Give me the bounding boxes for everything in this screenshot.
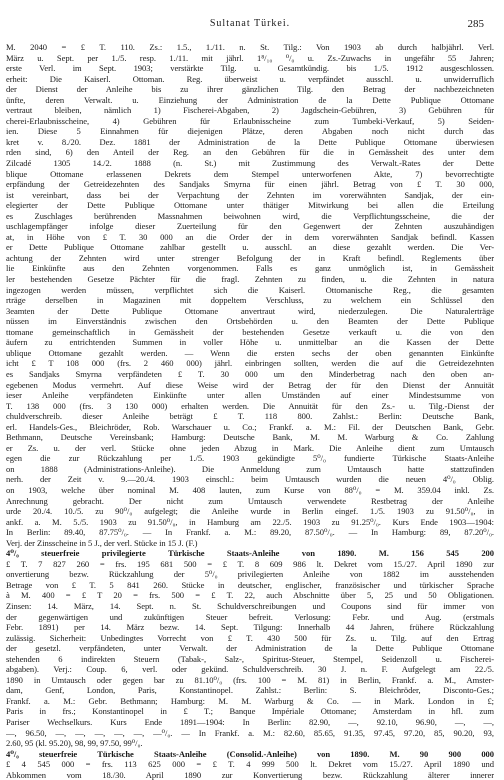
section-heading-line: 4⁰/₀ steuerfreie Türkische Staats-Anleihe (Consolid.-Anleihe) von 1890. M. 90 900 000 <box>6 748 494 759</box>
text-line: rträge derselben in Magazinen mit doppeltem Verschluss, zu welchem ein Schlüssel den <box>6 295 494 306</box>
text-line: at, in Höhe von £ T. 30 000 an die Order der in dem vorerwähnten Sandjak befindl. Kassen <box>6 231 494 242</box>
page-number: 285 <box>467 18 484 30</box>
text-line: ist vereinbart, dass bei der Verpachtung der Zehnten im vorerwähnten Sandjak, der ein- <box>6 189 494 200</box>
text-line: der gesetzl. verpfändeten, unter Verwalt. der Administration de la Dette Publique Ottomane <box>6 643 494 654</box>
text-line: Anrechnung gebracht. Der nicht zum Umtausch verwendete Restbetrag der Anleihe <box>6 495 494 506</box>
text-line: ünfte, deren Verwalt. u. Einziehung der Administration de la Dette Publique Ottomane <box>6 94 494 105</box>
running-head <box>6 18 494 36</box>
text-line: elegierter der Dette Publique Ottomane unter thätiger Mitwirkung bei allen die Erteilung <box>6 200 494 211</box>
text-line: vertraut bleiben, nämlich 1) Fischerei-Abgaben, 2) Jagdschein-Gebühren, 3) Gebühren für <box>6 105 494 116</box>
text-line: er Dette Publique Ottomane zahlbar gestellt u. ausschl. an diese gezahlt werden. Die Ver- <box>6 242 494 253</box>
text-line: ler bestehenden Gesetze Pächter für die fragl. Zehnten zu finden, u. die Zehnten in natura <box>6 274 494 285</box>
text-line: Betrage von £ T. 5 841 260. Stücke in deutscher, englischer, französischer und türkischer Sprache <box>6 579 494 590</box>
text-line: 1890 in Umtausch oder gegen bar zu 81.10⁰/₀ (frs. 100 = M. 81) in Berlin, Frankf. a. M., Amster- <box>6 674 494 685</box>
running-head-title: Sultanat Türkei. <box>209 18 291 29</box>
text-line: Paris in frs.; Konstantinopel in £ T.; Banque Impériale Ottomane; Amsterdam in hfl. zum <box>6 706 494 717</box>
text-line: erl. Handels-Ges., Bleichröder, Rob. Warschauer u. Co.; Frankf. a. M.: Fil. der Deutschen Bank, Gebr. <box>6 421 494 432</box>
text-line: Bethmann, Deutsche Vereinsbank; Hamburg: Deutsche Bank, M. M. Warburg & Co. Zahlung <box>6 432 494 443</box>
text-line: on 1903, welche über nominal M. 408 lauten, zum Kurse von 88⁰/₀ = M. 359.04 inkl. Zs. <box>6 484 494 495</box>
text-line: Zinsen: 14. März, 14. Sept. n. St. Schuldverschreibungen und Coupons sind für immer von <box>6 600 494 611</box>
text-line: egebenen Modus vermehrt. Auf diese Weise wird der Betrag der für den Dienst der Annuität <box>6 379 494 390</box>
text-line: £ 4 545 000 = frs. 113 625 000 = £ T. 4 999 500 lt. Dekret vom 15./27. April 1890 und <box>6 759 494 770</box>
text-line: Abkommen vom 18./30. April 1890 zur Konvertierung bezw. Rückzahlung älterer innerer <box>6 769 494 780</box>
text-line: Febr. 1891) per 14. März bezw. 14. Sept. Tilgung: Innerhalb 44 Jahren, frühere Rückzahlung <box>6 622 494 633</box>
text-line: stehenden 6 indirekten Steuern (Tabak-, Salz-, Spiritus-Steuer, Stempel, Seidenzoll u. Fischerei- <box>6 653 494 664</box>
text-line: er Zs. u. der verl. Stücke ohne jeden Abzug in Mark. Die Anleihe dient zum Umtausch <box>6 442 494 453</box>
section-heading-line: 4⁰/₀ steuerfreie privilegierte Türkische Staats-Anleihe von 1890. M. 156 545 200 <box>6 548 494 559</box>
text-line: es Zuschlages berührenden Massnahmen beiwohnen wird, die Verpflichtungsscheine, die der <box>6 210 494 221</box>
text-line: Zilcadé 1305 14./2. 1888 (n. St.) mit Zustimmung des Verwalt.-Rates der Dette <box>6 158 494 169</box>
text-line: ttomane gemeinschaftlich in Gemässheit der bestehenden Gesetze verkauft u. die von den <box>6 326 494 337</box>
text-line: egen die zur Rückzahlung per 1./5. 1903 gekündigte 5⁰/₀ fundierte Türkische Staats-Anleihe <box>6 453 494 464</box>
text-line: 2.60, 95 (kl. 95.20), 98, 99, 97.50, 99⁰/₀. <box>6 738 143 749</box>
text-line: T. 138 000 (frs. 3 130 000) erhalten werden. Die Annuität für den Zs.- u. Tilg.-Dienst der <box>6 400 494 411</box>
text-line: der gegenwärtigen und zukünftigen Steuer befreit. Verlosung: Febr. und Aug. (erstmals <box>6 611 494 622</box>
text-line: erheit: Die Kaiserl. Ottoman. Reg. überweist u. verpfändet ausschl. u. unwiderruflich <box>6 73 494 84</box>
text-line: ankf. a. M. 5./5. 1903 zu 91.50⁰/₀, in Hamburg am 22./5. 1903 zu 91.25⁰/₀. Kurs Ende 1903—1904: <box>6 516 494 527</box>
text-line: März u. Sept. per 1./5. resp. 1./11. mit jährl. 1⁸/₁₀ ⁰/₀ u. Zs.-Zuwachs in ungefähr 55 Jahren; <box>6 52 494 63</box>
text-line: uschlagempfänger infolge dieser Zuerteilung für den Gegenwert der Zehnten auszuhändigen <box>6 221 494 232</box>
body-text <box>6 42 494 780</box>
text-line: achtung der Zehnten wird unter strenger Befolgung der in Kraft befindl. Reglements über <box>6 252 494 263</box>
text-line: à M. 400 = £ T 20 = frs. 500 = £ T. 22, auch Abschnitte über 5, 25 und 50 Obligationen. <box>6 590 494 601</box>
text-line: on 1888 (Administrations-Anleihe). Die Anmeldung zum Umtausch hatte stattzufinden <box>6 463 494 474</box>
text-line: kret v. 8./20. Dez. 1881 der Administration de la Dette Publique Ottomane überwiesen <box>6 136 494 147</box>
text-line: erpfändung der Getreidezehnten des Sandjaks Smyrna für einen jährl. Betrag von £ T. 30 000, <box>6 179 494 190</box>
text-line: ublique Ottomane gezahlt werden. — Wenn die ersten sechs der oben genannten Einkünfte <box>6 347 494 358</box>
text-line: nüssen im Einverständnis zwischen den Ortsbehörden u. den Beamten der Dette Publique <box>6 316 494 327</box>
text-line: icht £ T 108 000 (frs. 2 460 000) jährl. einbringen sollten, werden die auf die Getreidezehnten <box>6 358 494 369</box>
text-line: urde 20./4. 10./5. zu 90⁰/₀ aufgelegt; die Anleihe wurde in Berlin eingef. 1./5. 1903 zu 91.50⁰/₀, in <box>6 506 494 517</box>
text-line: zulässig. Sicherheit: Unbedingtes Vorrecht von £ T. 430 500 für Zs. u. Tilg. auf den Ertrag <box>6 632 494 643</box>
text-line: Pariser Wechselkurs. Kurs Ende 1891—1904: In Berlin: 82.90, —, 92.10, 96.90, —, —, <box>6 717 494 727</box>
text-line: onvertierung bezw. Rückzahlung der 5⁰/₀ privilegierten Anleihe von 1882 im ausstehenden <box>6 569 494 580</box>
text-line: —, 96.50, —, —, —, —, —, —⁰/₀. — In Frankf. a. M.: 82.60, 85.65, 91.35, 97.45, 97.20, 85, 90.20, 93, <box>6 727 494 738</box>
text-line: Frankf. a. M.: Gebr. Bethmann; Hamburg: M. M. Warburg & Co. — in Mark. London in £; <box>6 695 494 706</box>
text-line: 3eamten der Dette Publique Ottomane anvertraut wird, niederzulegen. Die Naturalerträge <box>6 305 494 316</box>
text-line: nerh. der Zeit v. 9.—20./4. 1903 einschl.: beim Umtausch wurden die neuen 4⁰/₀ Oblig. <box>6 474 494 485</box>
text-line: es Sandjaks Smyrna verpfändeten £ T. 30 000 um den Minderbetrag nach den oben an- <box>6 368 494 379</box>
text-line: £ T. 7 827 260 = frs. 195 681 500 = £ T. 8 609 986 lt. Dekret vom 15./27. April 1890 zur <box>6 558 494 569</box>
text-line: der Dienst der Anleihe bis zu ihrer gänzlichen Tilg. den Betrag der nachbezeichneten <box>6 84 494 95</box>
text-line: ien. Diese 5 Einnahmen für diejenigen Plätze, deren Abgaben noch nicht durch das <box>6 126 494 137</box>
text-line: ingezogen werden müssen, verpflichtet sich die Kaiserl. Ottomanische Reg., die gesamten <box>6 284 494 295</box>
text-line: M. 2040 = £ T. 110. Zs.: 1.5., 1./11. n. St. Tilg.: Von 1903 ab durch halbjährl. Verl. <box>6 42 494 52</box>
text-line: ieser Anleihe verpfändeten Einkünfte unter allen Umständen auf einer Mindestsumme von <box>6 390 494 401</box>
text-line: lie Einkünfte aus den Zehnten vorgenommen. Falls es ganz unmöglich ist, in Gemässheit <box>6 263 494 274</box>
text-line: rden sind, 6) den Anteil der Reg. an den Gebühren für die in Gemässheit des unter dem <box>6 147 494 158</box>
text-line: blique Ottomane erlassenen Dekrets dem Stempel unterworfenen Akte, 7) bevorrechtigte <box>6 168 494 179</box>
text-line: Verj. der Zinsscheine in 5 J., der verl. Stücke in 15 J. (F.) <box>6 537 198 548</box>
text-line: In Berlin: 89.40, 87.75⁰/₀. — In Frankf. a. M.: 89.20, 87.50⁰/₀. — In Hamburg: 89, 87.20⁰/₀. <box>6 527 494 538</box>
text-line: erste Verl. im Sept. 1903; verstärkte Tilg. u. Gesamtkündig. bis 1./5. 1912 ausgeschlossen. <box>6 63 494 74</box>
text-line: dam, Genf, London, Paris, Konstantinopel. Zahlst.: Berlin: S. Bleichröder, Disconto-Ges.; <box>6 685 494 696</box>
text-line: chuldverschreib. dieser Anleihe beträgt £ T. 118 800. Zahlst.: Berlin: Deutsche Bank, <box>6 411 494 422</box>
text-line: äufern zu entrichtenden Summen in voller Höhe u. unmittelbar an die Kassen der Dette <box>6 337 494 348</box>
text-line: cherei-Erlaubnisscheine, 4) Gebühren für Erlaubnisscheine zum Tumbeki-Verkauf, 5) Seiden- <box>6 115 494 126</box>
text-line: abgaben). Verj.: Coup. 6, verl. oder gekünd. Schuldverschreib. 30 J. n. F. Aufgelegt am 22./5. <box>6 664 494 675</box>
